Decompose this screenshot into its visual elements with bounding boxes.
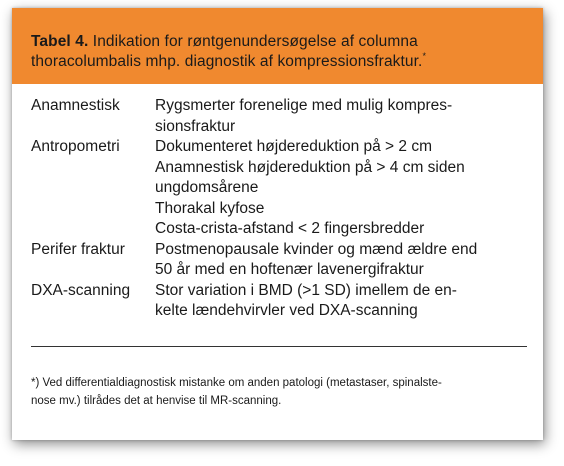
- footnote-marker: *: [422, 50, 427, 61]
- table-row-perifer-fraktur: [31, 240, 531, 281]
- row-line: 50 år med en hoftenær lavenergifraktur: [155, 261, 424, 278]
- row-line: Dokumenteret højdereduktion på > 2 cm: [155, 138, 432, 155]
- row-content: [155, 96, 531, 137]
- table-row-dxa-scanning: [31, 281, 531, 322]
- table-title-line1: Indikation for røntgenundersøgelse af columna: [92, 33, 418, 50]
- row-line: Thorakal kyfose: [155, 199, 265, 217]
- row-label: Antropometri: [31, 138, 120, 155]
- table-card: [12, 8, 543, 440]
- row-line: Rygsmerter forenelige med mulig kompres-: [155, 97, 453, 114]
- table-footnote: [31, 374, 531, 410]
- row-line: kelte lændehvirvler ved DXA-scanning: [155, 302, 418, 319]
- footnote-line2: nose mv.) tilrådes det at henvise til MR-scanning.: [31, 395, 282, 407]
- row-label: DXA-scanning: [31, 281, 131, 299]
- row-line: ungdomsårene: [155, 179, 259, 196]
- row-line: Anamnestisk højdereduktion på > 4 cm siden: [155, 158, 465, 176]
- table-divider: [31, 346, 527, 347]
- row-content: [155, 137, 531, 240]
- footnote-line1: *) Ved differentialdiagnostisk mistanke om anden patologi (metastaser, spinalste-: [31, 377, 442, 389]
- row-label: Perifer fraktur: [31, 240, 125, 258]
- table-title: [31, 32, 531, 72]
- table-title-line2: thoracolumbalis mhp. diagnostik af kompressionsfraktur.: [31, 53, 423, 70]
- row-line: Postmenopausale kvinder og mænd ældre end: [155, 240, 478, 258]
- table-row-anamnestisk: [31, 96, 531, 137]
- row-line: Costa-crista-afstand < 2 fingersbredder: [155, 220, 425, 237]
- row-label: Anamnestisk: [31, 97, 120, 114]
- row-line: Stor variation i BMD (>1 SD) imellem de en-: [155, 281, 457, 299]
- row-content: [155, 281, 531, 322]
- table-number: Tabel 4.: [31, 33, 89, 50]
- table-row-antropometri: [31, 137, 531, 240]
- row-line: sionsfraktur: [155, 117, 236, 135]
- table-body: [31, 96, 531, 322]
- table-header: [12, 8, 543, 84]
- row-content: [155, 240, 531, 281]
